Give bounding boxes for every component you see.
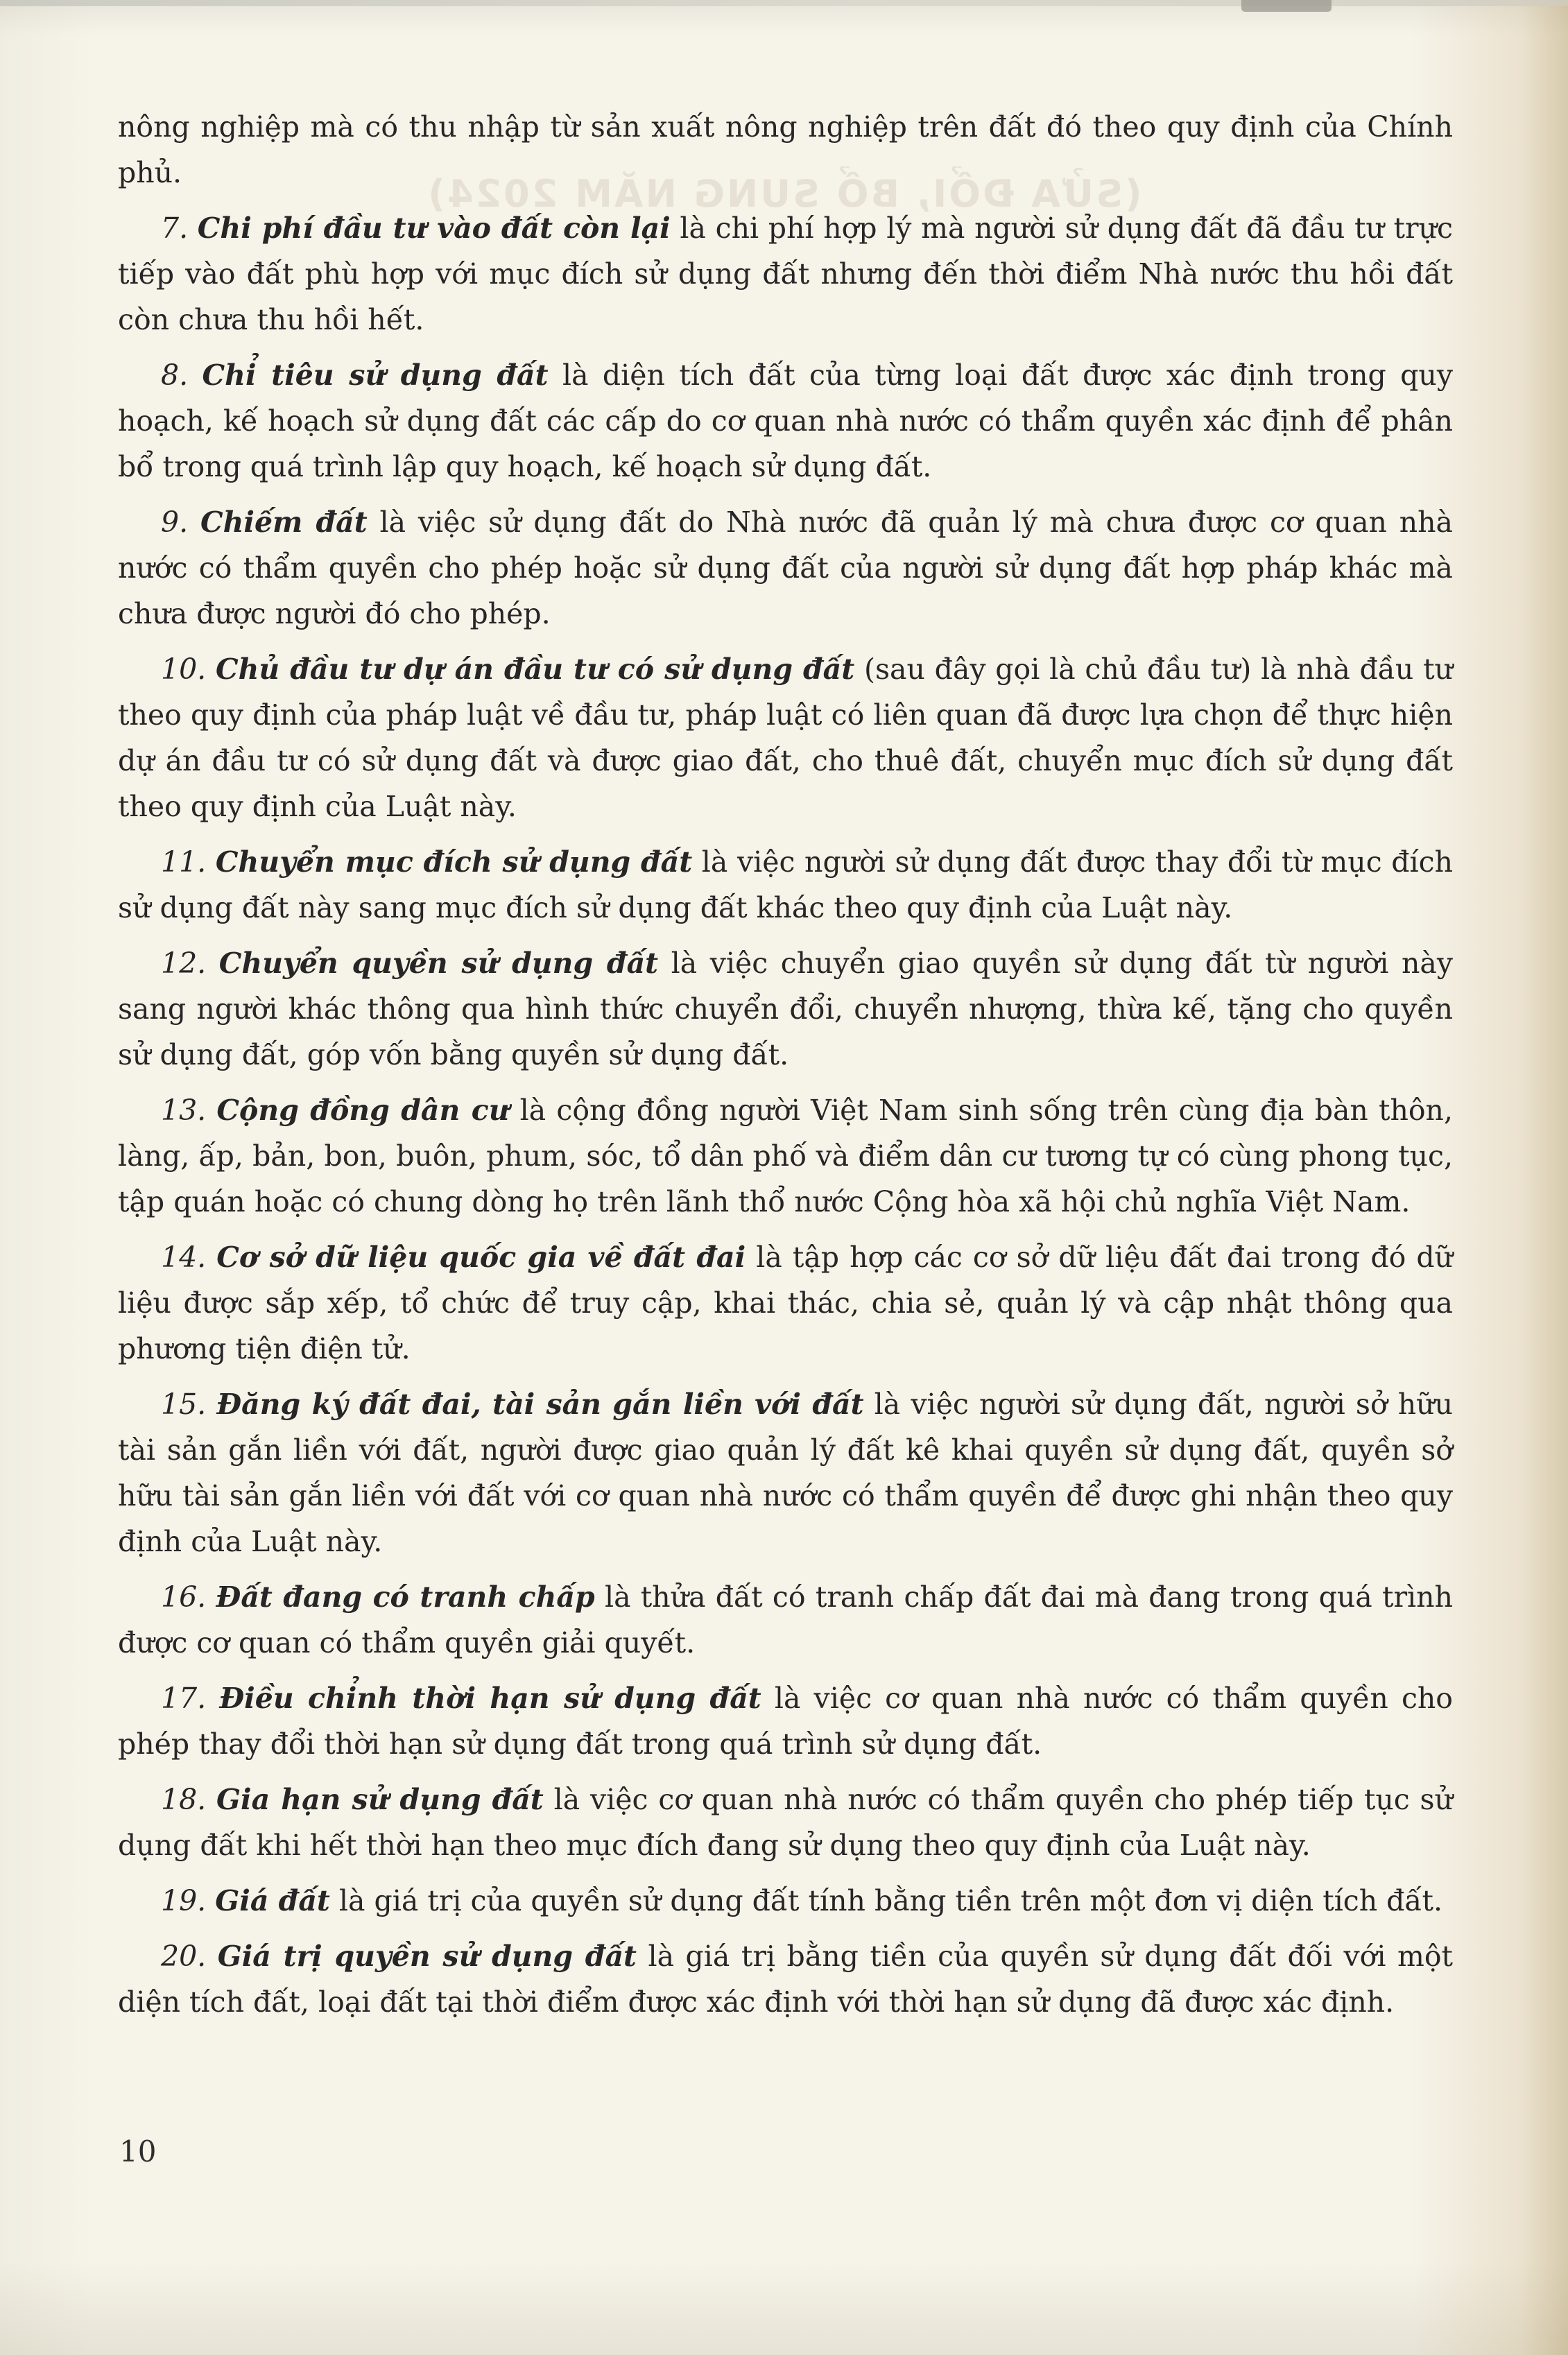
paragraph: 19. Giá đất là giá trị của quyền sử dụng đất tính bằng tiền trên một đơn vị diện tích đất. bbox=[161, 1884, 1443, 1917]
paragraph: 7. Chi phí đầu tư vào đất còn lại là chi phí hợp lý mà người sử dụng đất đã đầu tư trực tiếp vào đất phù hợp với mục đích sử dụng đất nhưng đến thời điểm Nhà nước thu hồi đất còn chưa thu hồi hết. bbox=[118, 212, 1453, 336]
paragraph: 9. Chiếm đất là việc sử dụng đất do Nhà nước đã quản lý mà chưa được cơ quan nhà nước có thẩm quyền cho phép hoặc sử dụng đất của người sử dụng đất hợp pháp khác mà chưa được người đó cho phép. bbox=[118, 506, 1453, 630]
page-content bbox=[118, 104, 1453, 2035]
paragraph: 16. Đất đang có tranh chấp là thửa đất có tranh chấp đất đai mà đang trong quá trình được cơ quan có thẩm quyền giải quyết. bbox=[118, 1580, 1453, 1659]
scan-edge-tab bbox=[1241, 0, 1332, 12]
defined-term: Chiếm đất bbox=[200, 506, 368, 539]
paragraph: 11. Chuyển mục đích sử dụng đất là việc người sử dụng đất được thay đổi từ mục đích sử dụng đất này sang mục đích sử dụng đất khác theo quy định của Luật này. bbox=[118, 845, 1453, 924]
defined-term: Giá trị quyền sử dụng đất bbox=[217, 1940, 637, 1973]
defined-term: Chuyển quyền sử dụng đất bbox=[218, 947, 659, 980]
paragraph: 8. Chỉ tiêu sử dụng đất là diện tích đất của từng loại đất được xác định trong quy hoạch, kế hoạch sử dụng đất các cấp do cơ quan nhà nước có thẩm quyền xác định để phân bổ trong quá trình lập quy hoạch, kế hoạch sử dụng đất. bbox=[118, 359, 1453, 483]
defined-term: Cơ sở dữ liệu quốc gia về đất đai bbox=[216, 1241, 746, 1274]
item-number: 8. bbox=[161, 359, 203, 392]
defined-term: Đăng ký đất đai, tài sản gắn liền với đất bbox=[216, 1388, 864, 1421]
page-number: 10 bbox=[119, 2134, 157, 2168]
paragraph: 10. Chủ đầu tư dự án đầu tư có sử dụng đất (sau đây gọi là chủ đầu tư) là nhà đầu tư theo quy định của pháp luật về đầu tư, pháp luật có liên quan đã được lựa chọn để thực hiện dự án đầu tư có sử dụng đất và được giao đất, cho thuê đất, chuyển mục đích sử dụng đất theo quy định của Luật này. bbox=[118, 653, 1453, 823]
defined-term: Giá đất bbox=[215, 1884, 330, 1917]
defined-term: Chi phí đầu tư vào đất còn lại bbox=[197, 212, 671, 245]
item-number: 13. bbox=[161, 1094, 217, 1127]
defined-term: Chỉ tiêu sử dụng đất bbox=[202, 359, 549, 392]
item-number: 9. bbox=[161, 506, 200, 539]
defined-term: Cộng đồng dân cư bbox=[216, 1094, 510, 1127]
item-number: 7. bbox=[161, 212, 198, 245]
defined-term: Gia hạn sử dụng đất bbox=[216, 1783, 544, 1816]
item-number: 11. bbox=[161, 845, 216, 879]
paragraph: nông nghiệp mà có thu nhập từ sản xuất nông nghiệp trên đất đó theo quy định của Chính phủ. bbox=[118, 110, 1453, 189]
show-through-text: (SỬA ĐỔI, BỔ SUNG NĂM 2024) bbox=[426, 172, 1142, 216]
paragraph: 20. Giá trị quyền sử dụng đất là giá trị bằng tiền của quyền sử dụng đất đối với một diện tích đất, loại đất tại thời điểm được xác định với thời hạn sử dụng đã được xác định. bbox=[118, 1940, 1453, 2019]
item-number: 17. bbox=[161, 1682, 220, 1715]
item-number: 19. bbox=[161, 1884, 216, 1917]
scan-edge-strip bbox=[0, 0, 1568, 6]
defined-term: Đất đang có tranh chấp bbox=[216, 1580, 595, 1614]
paragraph: 15. Đăng ký đất đai, tài sản gắn liền với đất là việc người sử dụng đất, người sở hữu tài sản gắn liền với đất, người được giao quản lý đất kê khai quyền sử dụng đất, quyền sở hữu tài sản gắn liền với đất với cơ quan nhà nước có thẩm quyền để được ghi nhận theo quy định của Luật này. bbox=[118, 1388, 1453, 1558]
item-number: 16. bbox=[161, 1580, 216, 1614]
defined-term: Chủ đầu tư dự án đầu tư có sử dụng đất bbox=[215, 653, 855, 686]
item-number: 20. bbox=[161, 1940, 218, 1973]
paragraph: 14. Cơ sở dữ liệu quốc gia về đất đai là tập hợp các cơ sở dữ liệu đất đai trong đó dữ liệu được sắp xếp, tổ chức để truy cập, khai thác, chia sẻ, quản lý và cập nhật thông qua phương tiện điện tử. bbox=[118, 1241, 1453, 1365]
paragraph: 18. Gia hạn sử dụng đất là việc cơ quan nhà nước có thẩm quyền cho phép tiếp tục sử dụng đất khi hết thời hạn theo mục đích đang sử dụng theo quy định của Luật này. bbox=[118, 1783, 1453, 1862]
paragraph: 12. Chuyển quyền sử dụng đất là việc chuyển giao quyền sử dụng đất từ người này sang người khác thông qua hình thức chuyển đổi, chuyển nhượng, thừa kế, tặng cho quyền sử dụng đất, góp vốn bằng quyền sử dụng đất. bbox=[118, 947, 1453, 1071]
paragraph: 17. Điều chỉnh thời hạn sử dụng đất là việc cơ quan nhà nước có thẩm quyền cho phép thay đổi thời hạn sử dụng đất trong quá trình sử dụng đất. bbox=[118, 1682, 1453, 1761]
item-number: 12. bbox=[161, 947, 219, 980]
defined-term: Điều chỉnh thời hạn sử dụng đất bbox=[219, 1682, 761, 1715]
item-number: 15. bbox=[161, 1388, 217, 1421]
item-number: 18. bbox=[161, 1783, 217, 1816]
item-number: 14. bbox=[161, 1241, 217, 1274]
paragraph: 13. Cộng đồng dân cư là cộng đồng người Việt Nam sinh sống trên cùng địa bàn thôn, làng, ấp, bản, bon, buôn, phum, sóc, tổ dân phố và điểm dân cư tương tự có cùng phong tục, tập quán hoặc có chung dòng họ trên lãnh thổ nước Cộng hòa xã hội chủ nghĩa Việt Nam. bbox=[118, 1094, 1453, 1218]
item-number: 10. bbox=[161, 653, 216, 686]
defined-term: Chuyển mục đích sử dụng đất bbox=[215, 845, 693, 879]
